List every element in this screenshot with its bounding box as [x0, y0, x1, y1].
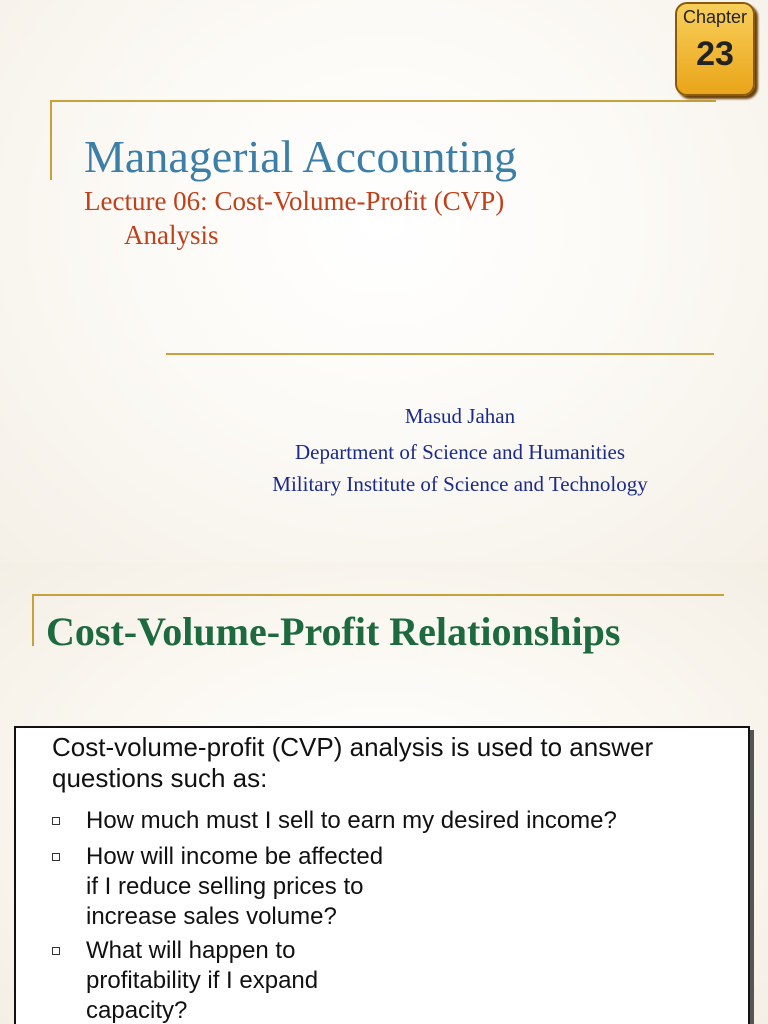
author-department: Department of Science and Humanities: [294, 440, 626, 464]
bullet-line: How much must I sell to earn my desired income?: [86, 807, 617, 834]
author-name: Masud Jahan: [404, 404, 516, 428]
list-item: [52, 806, 617, 836]
middle-rule: [166, 353, 714, 355]
content-box: [14, 726, 750, 1024]
bullet-line: increase sales volume?: [86, 903, 337, 930]
list-item: [52, 936, 318, 1024]
slide-heading: Cost-Volume-Profit Relationships: [46, 609, 621, 654]
bullet-line: How will income be affected: [86, 843, 384, 870]
intro-text: Cost-volume-profit (CVP) analysis is used to answer questions such as:: [52, 732, 654, 793]
bullet-line: if I reduce selling prices to: [86, 873, 364, 900]
top-rule: [50, 100, 716, 102]
cvp-relationships-slide: [0, 562, 768, 1024]
lecture-subtitle-line-2: Analysis: [124, 220, 219, 250]
hollow-square-bullet-icon: [52, 853, 60, 861]
list-item: [52, 842, 383, 932]
chapter-badge: [675, 2, 755, 96]
hollow-square-bullet-icon: [52, 817, 60, 825]
bullet-line: What will happen to: [86, 937, 296, 964]
chapter-label: Chapter: [682, 7, 748, 27]
chapter-number: 23: [696, 35, 734, 73]
slide2-top-rule: [32, 594, 724, 596]
author-institution: Military Institute of Science and Technology: [272, 472, 648, 496]
slide2-left-rule: [32, 594, 34, 646]
bullet-line: capacity?: [86, 997, 188, 1024]
left-rule: [50, 100, 52, 180]
bullet-line: profitability if I expand: [86, 967, 319, 994]
hollow-square-bullet-icon: [52, 947, 60, 955]
slide-title: Managerial Accounting: [84, 131, 518, 182]
lecture-subtitle-line-1: Lecture 06: Cost-Volume-Profit (CVP): [84, 186, 505, 216]
